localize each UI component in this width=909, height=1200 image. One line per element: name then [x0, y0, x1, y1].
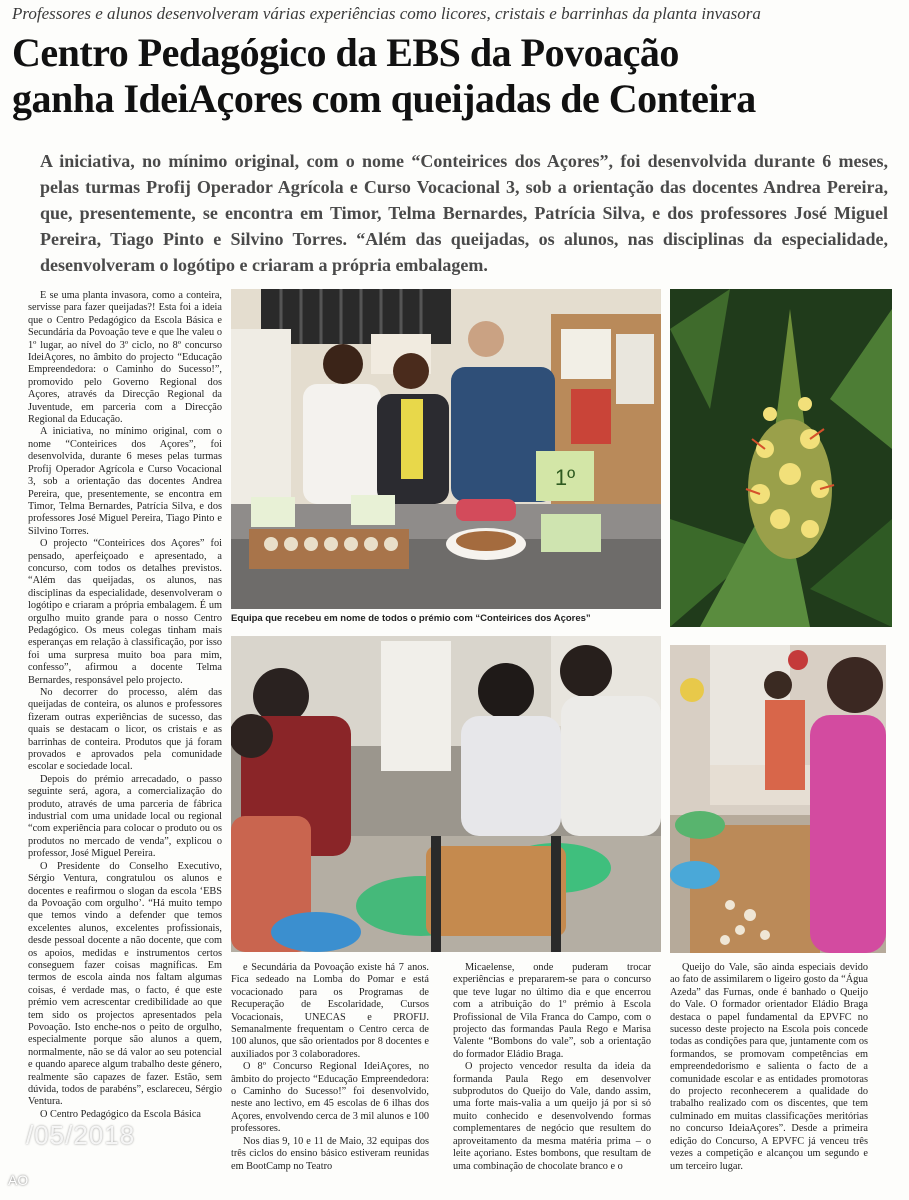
kitchen-photo	[670, 645, 886, 953]
paragraph: O Centro Pedagógico da Escola Básica	[40, 1108, 201, 1120]
paragraph: O Presidente do Conselho Executivo, Sérgio Ventura, congratulou os alunos e docentes e reafirmou o slogan da escola ‘EBS da Povoação com orgulho’. “Há muito tempo que temos vindo a defender que temos excelentes alunos, excelentes profissionais, desde pessoal docente a não docente, que com os apoios, medidas e instrumentos certos conseguem fazer coisas magníficas. Em termos de escola ainda nos faltam algumas coisas, é verdade mas, o facto, é que este prémio vem acrescentar credibilidade ao que tem sido os projectos apresentados pela Povoação. Isto enche-nos o peito de orgulho, especialmente porque são alunos a quem, normalmente, não se dá valor ao seu potencial e quando aparece algum trabalho deste género, realmente são capazes de fazer. Estão, sem dúvida, todos de parabéns”, esclareceu, Sérgio Ventura.	[28, 860, 222, 1108]
paragraph: Queijo do Vale, são ainda especiais devido ao fato de assimilarem o ligeiro gosto da “Água Azeda” das Furnas, onde é banhado o Queijo do Vale. O formador orientador Eládio Braga destaca o papel fundamental da EPVFC no sucesso deste projecto na Escola pois concede todas as condições para que, juntamente com os formandos, se promovam competências em empreendedorismo e salienta o facto de a comunidade escolar e as entidades promotoras do projecto reconhecerem a qualidade do trabalho realizado com os discentes, que tem culminado em muitas classificações meritórias no concurso IdeiaAçores”. Desde a primeira edição do Concurso, A EPVFC já venceu três vezes a competição e alcançou um segundo e um terceiro lugar.	[670, 962, 868, 1172]
team-photo	[231, 289, 661, 609]
paragraph: Depois do prémio arrecadado, o passo seguinte será, agora, a comercialização do produto, através de uma parceria de fábrica industrial com uma unidade local ou regional “com experiência para colocar o produto ou os produtos no mercado de venda”, explicou o professor, José Miguel Pereira.	[28, 773, 222, 860]
headline-line-1: Centro Pedagógico da EBS da Povoação	[12, 30, 679, 75]
paragraph: A iniciativa, no mínimo original, com o nome “Conteirices dos Açores”, foi desenvolvida, durante 6 meses pelas turmas Profij Operador Agrícola e Curso Vocacional 3, sob a orientação das docentes Andrea Pereira, que, presentemente, se encontra em Timor, Telma Bernardes, Patrícia Silva, e dos professores José Miguel Pereira, Tiago Pinto e Silvino Torres.	[28, 426, 222, 537]
paragraph: O projecto vencedor resulta da ideia da formanda Paula Rego em desenvolver subprodutos do Queijo do Vale, dando assim, uma forte mais-valia a um queijo já por si só muito conhecido e desenvolvendo formas complementares de negócio que resultem do aproveitamento da mesma matéria prima – o leite açoriano. Estes bombons, que resultam de uma combinação de chocolate branco e o	[453, 1061, 651, 1172]
paragraph: O 8º Concurso Regional IdeiAçores, no âmbito do projecto “Educação Empreendedora: o Caminho do Sucesso!” foi desenvolvido, neste ano lectivo, em 45 escolas de 6 ilhas dos Açores, envolvendo cerca de 3 mil alunos e 100 professores.	[231, 1061, 429, 1135]
photo-caption: Equipa que recebeu em nome de todos o prémio com “Conteirices dos Açores”	[231, 613, 591, 624]
lead-paragraph: A iniciativa, no mínimo original, com o nome “Conteirices dos Açores”, foi desenvolvida durante 6 meses, pelas turmas Profij Operador Agrícola e Curso Vocacional 3, sob a orientação das docentes Andrea Pereira, que, presentemente, se encontra em Timor, Telma Bernardes, Patrícia Silva, e dos professores José Miguel Pereira, Tiago Pinto e Silvino Torres. “Além das queijadas, os alunos, nas disciplinas da especialidade, desenvolveram o logótipo e criaram a própria embalagem.	[40, 151, 888, 275]
paragraph: Micaelense, onde puderam trocar experiências e prepararem-se para o concurso que teve lugar no último dia e que encerrou com a atribuição do 1º prémio à Escola Profissional de Vila Franca do Campo, com o projecto das formandas Paula Rego e Marisa Valente “Bombons do vale”, sob a orientação do formador Eládio Braga.	[453, 962, 651, 1060]
article-column-1	[28, 290, 222, 1180]
article-column-3	[453, 962, 651, 1192]
kicker: Professores e alunos desenvolveram várias experiências como licores, cristais e barrinhas da planta invasora	[12, 4, 761, 23]
date-stamp: /05/2018	[26, 1120, 136, 1150]
headline	[12, 30, 897, 122]
paragraph: No decorrer do processo, além das queijadas de conteira, os alunos e professores fizeram outras experiências de sucesso, das quais se destacam o licor, os cristais e as barrinhas de conteira. Produtos que já foram provados e aprovados pela comunidade escolar e sociedade local.	[28, 687, 222, 773]
paragraph: O projecto “Conteirices dos Açores” foi pensado, aperfeiçoado e apresentado, a concurso, com todos os detalhes previstos. “Além das queijadas, os alunos, nas disciplinas da especialidade, desenvolveram o logótipo e criaram a própria embalagem. É um orgulho muito grande para o nosso Centro Pedagógico. Os meus colegas tinham mais esperanças em relação à classificação, por isso foi uma surpresa muito boa para mim, confesso”, afirmou a docente Telma Bernardes, responsável pelo projecto.	[28, 538, 222, 686]
trophy-sign-text: 1º	[554, 465, 576, 490]
article-column-2	[231, 962, 429, 1192]
source-logo: AO	[8, 1172, 29, 1188]
paragraph: Nos dias 9, 10 e 11 de Maio, 32 equipas dos três ciclos do ensino básico estiveram reunidas em BootCamp no Teatro	[231, 1135, 429, 1172]
paragraph: e Secundária da Povoação existe há 7 anos. Fica sedeado na Lomba do Pomar e está vocacionado para os Programas de Recuperação de Escolaridade, Cursos Vocacionais, UNECAS e PROFIJ. Semanalmente frequentam o Centro cerca de 100 alunos, que são orientados por 8 docentes e auxiliados por 3 colaboradores.	[231, 962, 429, 1060]
paragraph: E se uma planta invasora, como a conteira, servisse para fazer queijadas?! Esta foi a ideia que o Centro Pedagógico da Escola Básica e Secundária da Povoação teve e que lhe valeu o 1º lugar, ao nível do 3º ciclo, no 8º concurso IdeiAçores, no âmbito do projecto “Educação Empreendedora: o Caminho do Sucesso!”, promovido pelo Governo Regional dos Açores, através da Direcção Regional da Juventude, em parceria com a Direcção Regional da Educação.	[28, 290, 222, 426]
headline-line-2: ganha IdeiAçores com queijadas de Conteira	[12, 76, 756, 121]
article-column-4	[670, 962, 868, 1192]
conteira-flower-photo	[670, 289, 892, 627]
students-photo	[231, 636, 661, 952]
